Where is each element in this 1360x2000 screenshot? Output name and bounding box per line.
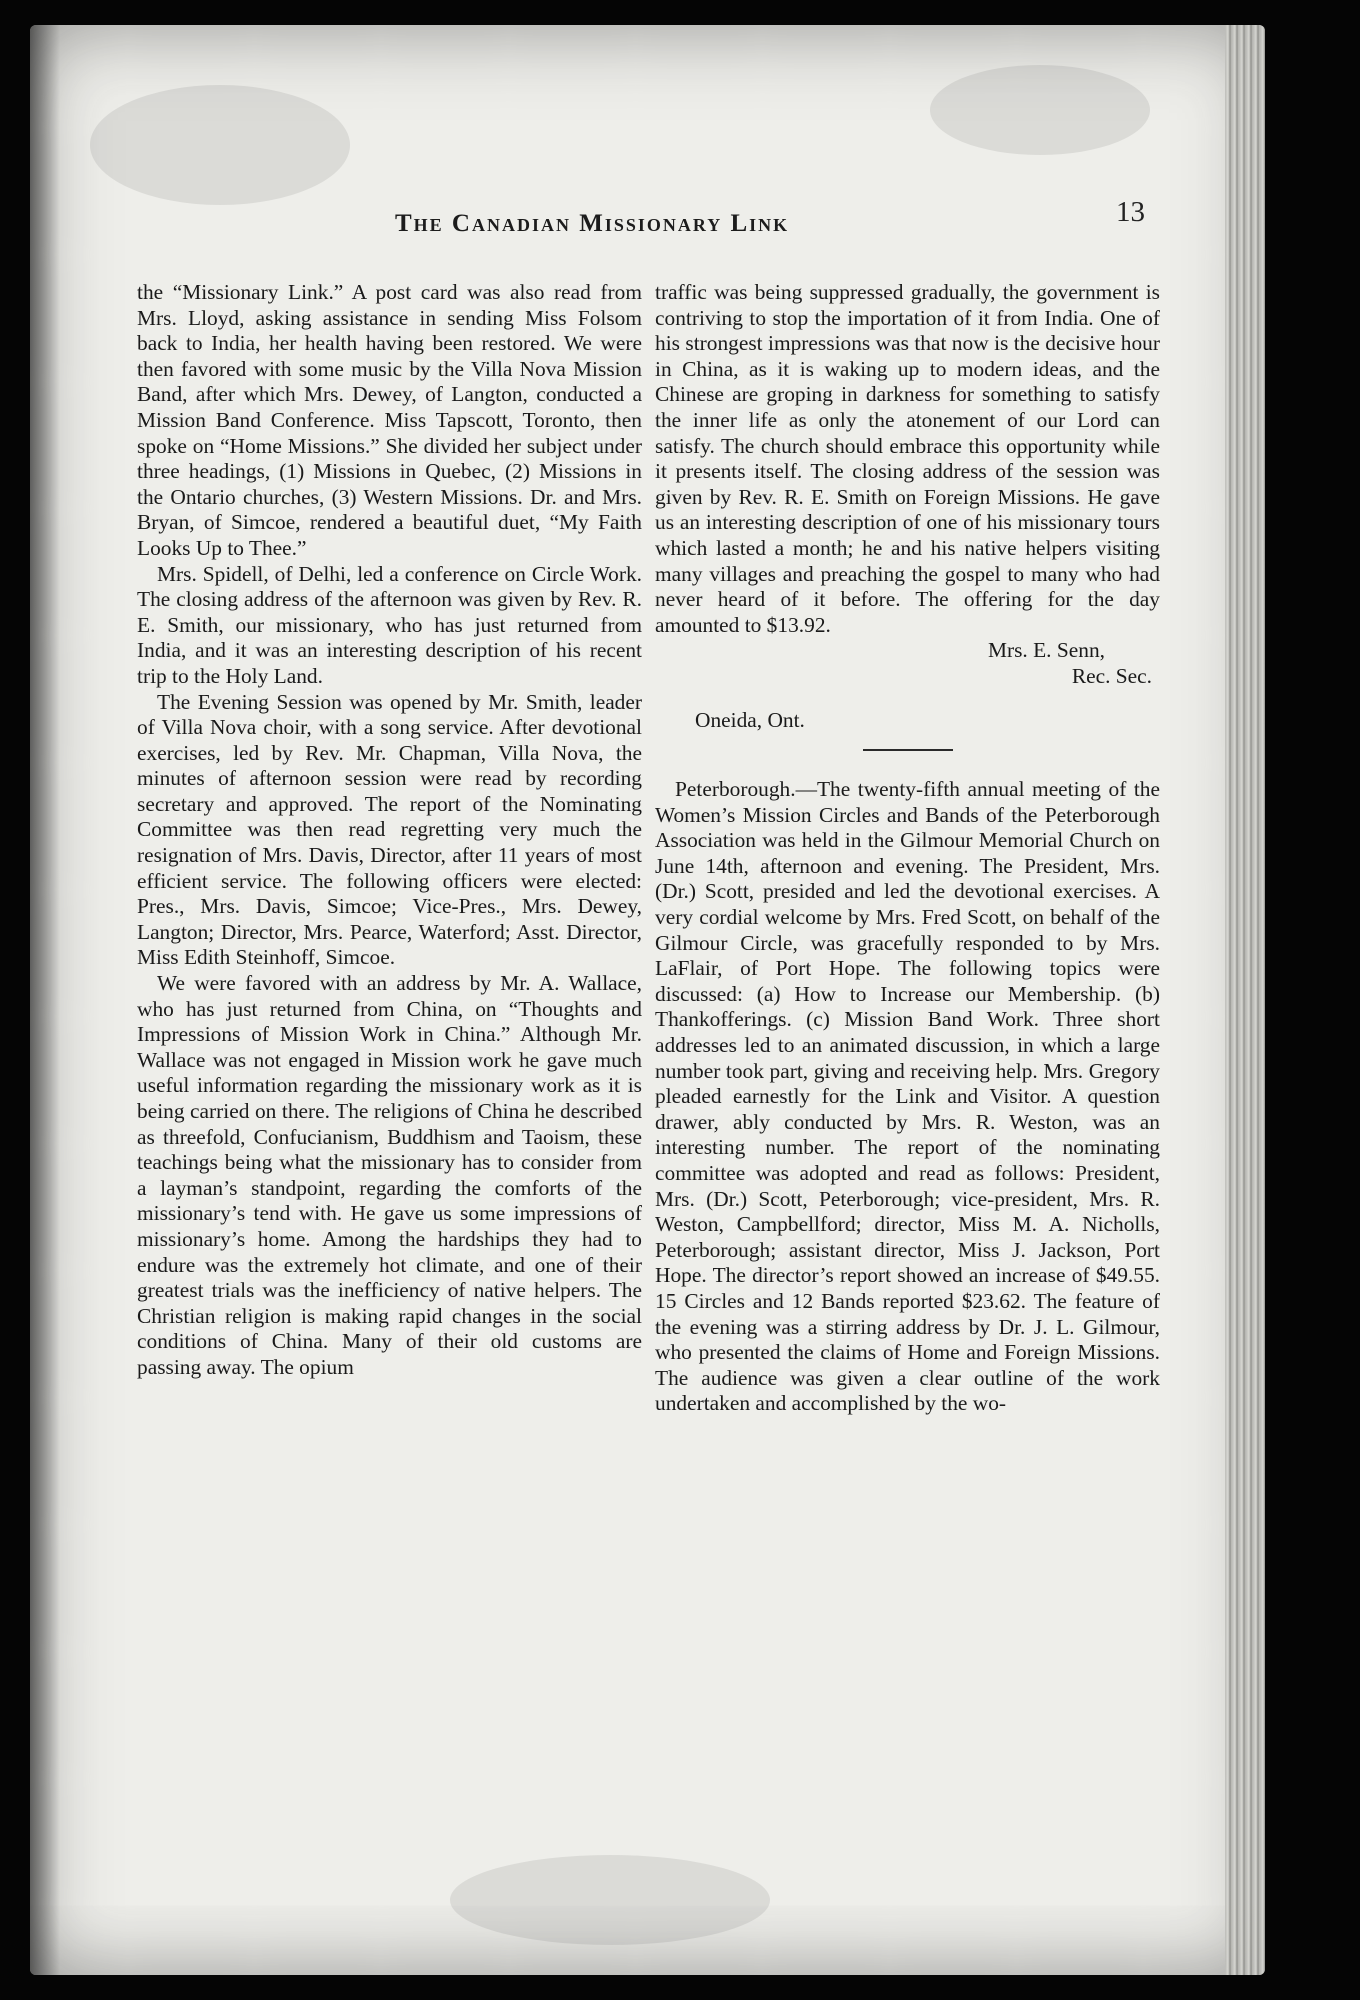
paragraph: the “Missionary Link.” A post card was also read from Mrs. Lloyd, asking assistance in sending Miss Folsom back to India, her health having been restored. We were then favored with some music by the Villa Nova Mission Band, after which Mrs. Dewey, of Langton, conducted a Mission Band Conference. Miss Tapscott, Toronto, then spoke on “Home Missions.” She divided her subject under three headings, (1) Missions in Quebec, (2) Missions in the Ontario churches, (3) Western Missions. Dr. and Mrs. Bryan, of Simcoe, rendered a beautiful duet, “My Faith Looks Up to Thee.”	[137, 280, 642, 560]
right-column	[655, 280, 1160, 1417]
signature-block	[655, 638, 1160, 733]
scan-smudge	[450, 1855, 770, 1945]
spine-shadow	[30, 25, 60, 1975]
section-divider	[863, 749, 953, 751]
signature-title: Rec. Sec.	[1071, 663, 1152, 688]
paragraph: The Evening Session was opened by Mr. Smith, leader of Villa Nova choir, with a song service. After devotional exercises, led by Rev. Mr. Chapman, Villa Nova, the minutes of afternoon session were read by recording secretary and approved. The report of the Nominating Committee was then read regretting very much the resignation of Mrs. Davis, Director, after 11 years of most efficient service. The following officers were elected: Pres., Mrs. Davis, Simcoe; Vice-Pres., Mrs. Dewey, Langton; Director, Mrs. Pearce, Waterford; Asst. Director, Miss Edith Steinhoff, Simcoe.	[137, 689, 642, 970]
running-title: The Canadian Missionary Link	[395, 210, 790, 237]
scan-smudge	[90, 85, 350, 205]
paragraph: Peterborough.—The twenty-fifth annual meeting of the Women’s Mission Circles and Bands of the Peterborough Association was held in the Gilmour Memorial Church on June 14th, afternoon and evening. The President, Mrs. (Dr.) Scott, presided and led the devotional exercises. A very cordial welcome by Mrs. Fred Scott, on behalf of the Gilmour Circle, was gracefully responded to by Mrs. LaFlair, of Port Hope. The following topics were discussed: (a) How to Increase our Membership. (b) Thankofferings. (c) Mission Band Work. Three short addresses led to an animated discussion, in which a large number took part, giving and receiving help. Mrs. Gregory pleaded earnestly for the Link and Visitor. A question drawer, ably conducted by Mrs. R. Weston, was an interesting number. The report of the nominating committee was adopted and read as follows: President, Mrs. (Dr.) Scott, Peterborough; vice-president, Mrs. R. Weston, Campbellford; director, Miss M. A. Nicholls, Peterborough; assistant director, Miss J. Jackson, Port Hope. The director’s report showed an increase of $49.55. 15 Circles and 12 Bands reported $23.62. The feature of the evening was a stirring address by Dr. J. L. Gilmour, who presented the claims of Home and Foreign Missions. The audience was given a clear outline of the work undertaken and accomplished by the wo-	[655, 777, 1160, 1416]
page-edge	[1225, 25, 1265, 1975]
paragraph: Mrs. Spidell, of Delhi, led a conference on Circle Work. The closing address of the afternoon was given by Rev. R. E. Smith, our missionary, who has just returned from India, and it was an interesting description of his recent trip to the Holy Land.	[137, 561, 642, 688]
scan-smudge	[930, 65, 1150, 155]
paragraph: We were favored with an address by Mr. A. Wallace, who has just returned from China, on “Thoughts and Impressions of Mission Work in China.” Although Mr. Wallace was not engaged in Mission work he gave much useful information regarding the missionary work as it is being carried on there. The religions of China he described as threefold, Confucianism, Buddhism and Taoism, these teachings being what the missionary has to consider from a layman’s standpoint, regarding the comforts of the missionary’s tend with. He gave us some impressions of missionary’s home. Among the hardships they had to endure was the extremely hot climate, and one of their greatest trials was the inefficiency of native helpers. The Christian religion is making rapid changes in the social conditions of China. Many of their old customs are passing away. The opium	[137, 971, 642, 1379]
book-page	[30, 25, 1265, 1975]
page-header	[160, 196, 1160, 250]
left-column	[137, 280, 642, 1381]
signature-name: Mrs. E. Senn,	[987, 638, 1105, 663]
paragraph: traffic was being suppressed gradually, the government is contriving to stop the importation of it from India. One of his strongest impressions was that now is the decisive hour in China, as it is waking up to modern ideas, and the Chinese are groping in darkness for something to satisfy the inner life as only the atonement of our Lord can satisfy. The church should embrace this opportunity while it presents itself. The closing address of the session was given by Rev. R. E. Smith on Foreign Missions. He gave us an interesting description of one of his missionary tours which lasted a month; he and his native helpers visiting many villages and preaching the gospel to many who had never heard of it before. The offering for the day amounted to $13.92.	[655, 280, 1160, 637]
dateline-place: Oneida, Ont.	[695, 707, 805, 732]
page-number: 13	[1116, 196, 1145, 228]
